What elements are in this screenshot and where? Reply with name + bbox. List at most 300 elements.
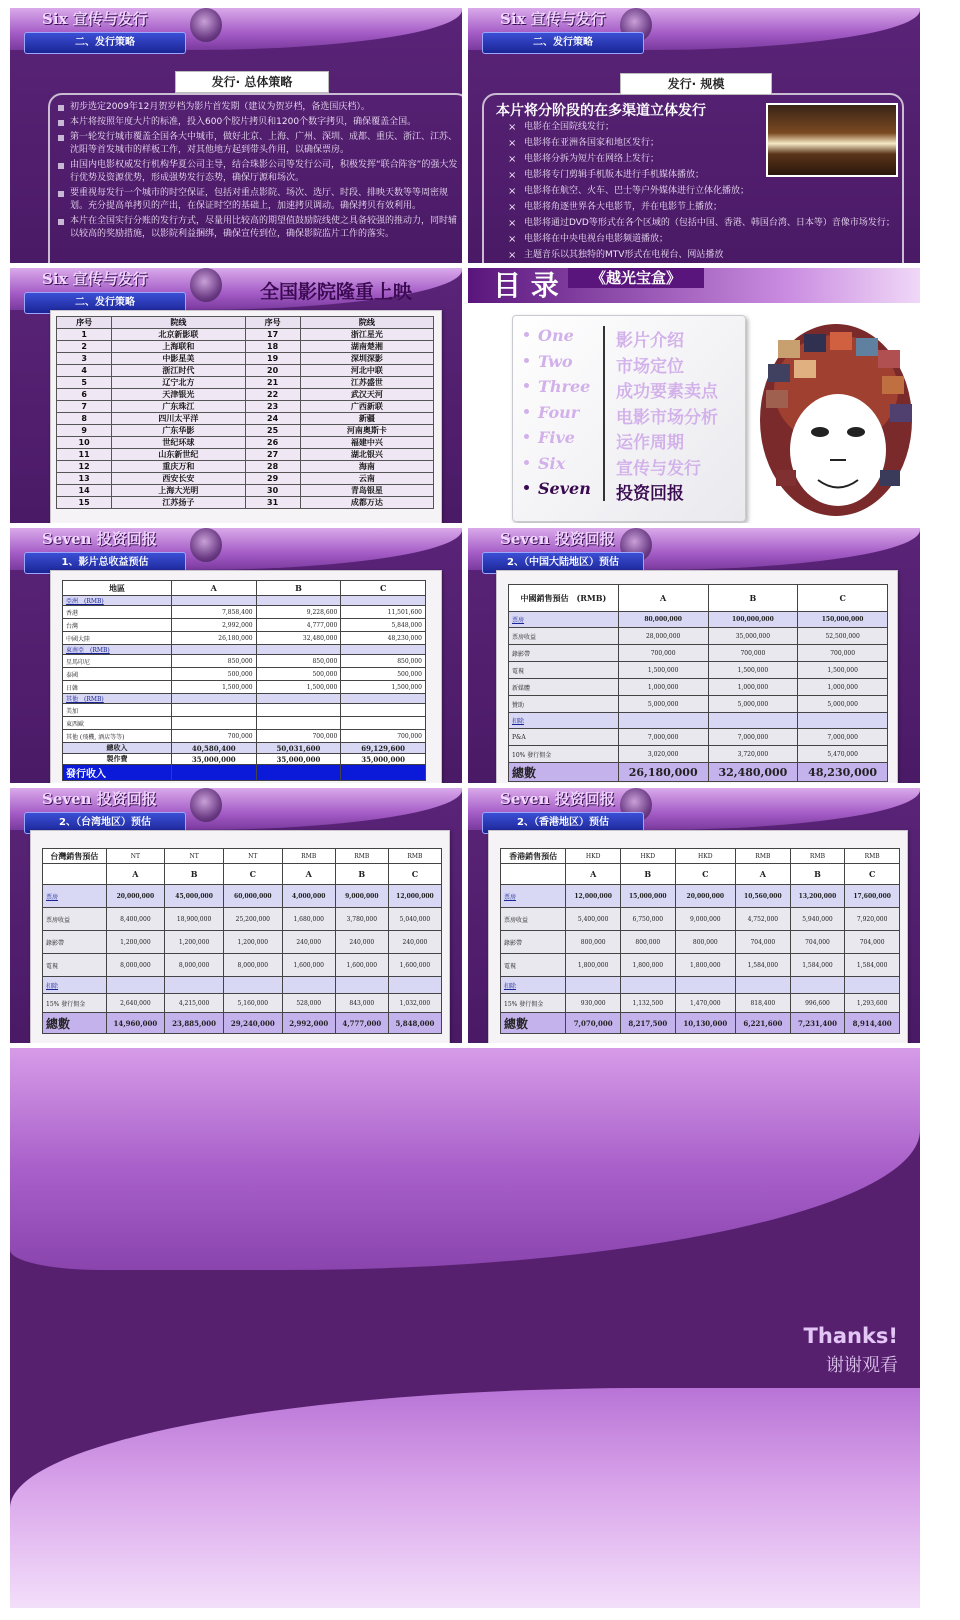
- table-row: [43, 954, 442, 977]
- table-row: [57, 497, 434, 509]
- table-cell: 15% 發行佣金: [43, 994, 107, 1013]
- table-cell: [171, 717, 256, 730]
- table-cell: 52,500,000: [798, 628, 888, 645]
- table-cell: 1,800,000: [675, 954, 735, 977]
- table-row: [501, 885, 900, 908]
- table-cell: 10: [57, 437, 112, 449]
- table-cell: 700,000: [618, 645, 708, 662]
- table-cell: 800,000: [620, 931, 675, 954]
- list-item: × 电影将在亚洲各国家和地区发行；: [508, 137, 898, 150]
- table-cell: 10,130,000: [675, 1013, 735, 1034]
- table-cell: [223, 977, 282, 994]
- table-cell: 29,240,000: [223, 1013, 282, 1034]
- table-cell: 850,000: [256, 655, 341, 668]
- table-cell: [736, 977, 791, 994]
- slide-title: Six 宣传与发行: [42, 270, 148, 288]
- bullet-dot-icon: [524, 485, 529, 490]
- hongkong-table: [500, 848, 900, 1034]
- table-cell: 成都万达: [300, 497, 433, 509]
- table-cell: 1,200,000: [223, 931, 282, 954]
- table-cell: 80,000,000: [618, 612, 708, 628]
- list-item: × 电影将在航空、火车、巴士等户外媒体进行立体化播放；: [508, 185, 898, 198]
- table-cell: 45,000,000: [165, 885, 224, 908]
- bullet-dot-icon: [524, 383, 529, 388]
- table-cell: 500,000: [341, 668, 426, 681]
- slide-9: [10, 1048, 920, 1608]
- table-cell: 發行收入: [63, 765, 172, 781]
- table-cell: 25,200,000: [223, 908, 282, 931]
- table-cell: 8,217,500: [620, 1013, 675, 1034]
- table-cell: 15: [57, 497, 112, 509]
- table-cell: 5: [57, 377, 112, 389]
- table-cell: [256, 694, 341, 704]
- table-cell: 云南: [300, 473, 433, 485]
- table-cell: 2,992,000: [282, 1013, 335, 1034]
- table-cell: 704,000: [736, 931, 791, 954]
- table-cell: [341, 704, 426, 717]
- table-cell: 1,680,000: [282, 908, 335, 931]
- list-item: 第一轮发行城市覆盖全国各大中城市，做好北京、上海、广州、深圳、成都、重庆、浙江、江苏、沈阳等首发城市的样板工作，对其他地方起到带头作用，以确保票房。: [70, 131, 460, 157]
- table-cell: 總收入: [63, 743, 172, 754]
- monkey-face-icon: [190, 268, 222, 302]
- table-cell: 河南奥斯卡: [300, 425, 433, 437]
- table-cell: 1,000,000: [798, 679, 888, 696]
- toc-item: [538, 479, 738, 505]
- slide-title: Seven 投资回报: [42, 530, 157, 548]
- table-cell: 7,000,000: [618, 729, 708, 746]
- table-cell: [388, 977, 441, 994]
- monkey-collage-image: [758, 320, 918, 520]
- table-row: [501, 954, 900, 977]
- table-cell: 700,000: [798, 645, 888, 662]
- table-cell: C: [845, 864, 900, 885]
- table-cell: [171, 765, 256, 781]
- toc-item: [538, 326, 738, 352]
- table-cell: 5,040,000: [388, 908, 441, 931]
- slide-7: [10, 788, 462, 1043]
- table-caption: 台灣銷售預估: [43, 849, 107, 864]
- toc-item-number: Two: [538, 351, 573, 371]
- table-cell: 35,000,000: [171, 754, 256, 765]
- table-cell: 704,000: [845, 931, 900, 954]
- table-cell: [282, 977, 335, 994]
- table-cell: [341, 717, 426, 730]
- currency-label: RMB: [388, 849, 441, 864]
- table-cell: 704,000: [790, 931, 845, 954]
- list-item: 初步选定2009年12月贺岁档为影片首发期（建议为贺岁档，备选国庆档）。: [70, 101, 460, 114]
- table-cell: 30: [245, 485, 300, 497]
- table-row: [57, 449, 434, 461]
- table-caption: 香港銷售預估: [501, 849, 566, 864]
- table-cell: 1,584,000: [736, 954, 791, 977]
- table-cell: 5,848,000: [388, 1013, 441, 1034]
- table-cell: 800,000: [566, 931, 621, 954]
- table-row: [57, 485, 434, 497]
- table-cell: 20,000,000: [106, 885, 165, 908]
- table-cell: 票房: [509, 612, 619, 628]
- table-cell: 湖南楚湘: [300, 341, 433, 353]
- table-cell: 17: [245, 329, 300, 341]
- table-cell: A: [282, 864, 335, 885]
- table-cell: 843,000: [335, 994, 388, 1013]
- table-cell: [341, 765, 426, 781]
- list-item: × 主题音乐以其独特的MTV形式在电视台、网站播放: [508, 249, 898, 262]
- table-cell: 广西新联: [300, 401, 433, 413]
- table-cell: 4,215,000: [165, 994, 224, 1013]
- toc-item-number: Six: [538, 453, 566, 473]
- table-cell: 29: [245, 473, 300, 485]
- table-row: [63, 765, 426, 781]
- currency-label: NT: [223, 849, 282, 864]
- currency-label: NT: [106, 849, 165, 864]
- table-header-row: [43, 849, 442, 864]
- table-row: [63, 645, 426, 655]
- table-cell: 深圳深影: [300, 353, 433, 365]
- table-cell: 850,000: [171, 655, 256, 668]
- table-cell: 總數: [501, 1013, 566, 1034]
- table-row: [43, 1013, 442, 1034]
- table-cell: 1,200,000: [106, 931, 165, 954]
- top-wave: [10, 1048, 920, 1270]
- table-cell: 8,914,400: [845, 1013, 900, 1034]
- table-cell: 4: [57, 365, 112, 377]
- cinema-table: [56, 316, 434, 509]
- table-cell: 江苏扬子: [112, 497, 245, 509]
- table-cell: 60,000,000: [223, 885, 282, 908]
- table-cell: 11: [57, 449, 112, 461]
- slide-title: Seven 投资回报: [500, 790, 615, 808]
- table-cell: 5,000,000: [708, 696, 798, 713]
- bullet-dot-icon: [524, 332, 529, 337]
- table-cell: 電視: [501, 954, 566, 977]
- table-cell: [790, 977, 845, 994]
- table-row: [509, 628, 888, 645]
- table-row: [63, 717, 426, 730]
- table-cell: 總數: [43, 1013, 107, 1034]
- table-row: [43, 908, 442, 931]
- table-cell: [256, 717, 341, 730]
- table-cell: 1,500,000: [708, 662, 798, 679]
- table-cell: 12: [57, 461, 112, 473]
- table-row: [43, 994, 442, 1013]
- table-cell: 2: [57, 341, 112, 353]
- table-cell: 海南: [300, 461, 433, 473]
- currency-label: RMB: [335, 849, 388, 864]
- table-cell: 錄影帶: [509, 645, 619, 662]
- table-cell: [798, 713, 888, 729]
- column-header: 序号: [245, 317, 300, 329]
- table-cell: 240,000: [282, 931, 335, 954]
- table-row: [57, 473, 434, 485]
- slide-5: [10, 528, 462, 783]
- table-cell: 3,020,000: [618, 746, 708, 763]
- table-cell: 800,000: [675, 931, 735, 954]
- table-cell: 17,600,000: [845, 885, 900, 908]
- table-cell: 東南亞 (RMB): [63, 645, 172, 655]
- table-cell: 32,480,000: [256, 632, 341, 645]
- bullet-dot-icon: [524, 460, 529, 465]
- currency-label: RMB: [282, 849, 335, 864]
- table-cell: [256, 704, 341, 717]
- table-row: [43, 931, 442, 954]
- table-cell: 28: [245, 461, 300, 473]
- toc-item-label: 运作周期: [616, 433, 684, 453]
- table-row: [43, 977, 442, 994]
- slide-8: [468, 788, 920, 1043]
- monkey-face-icon: [190, 528, 222, 562]
- table-cell: 1,600,000: [282, 954, 335, 977]
- table-row: [501, 931, 900, 954]
- table-cell: 26: [245, 437, 300, 449]
- slide-heading: 发行· 总体策略: [175, 71, 329, 93]
- table-cell: 5,000,000: [798, 696, 888, 713]
- list-item: × 电影将角逐世界各大电影节，并在电影节上播放；: [508, 201, 898, 214]
- table-cell: [341, 596, 426, 606]
- table-cell: 2,992,000: [171, 619, 256, 632]
- table-cell: 1,000,000: [618, 679, 708, 696]
- currency-label: RMB: [736, 849, 791, 864]
- table-cell: 1,470,000: [675, 994, 735, 1013]
- table-cell: [171, 694, 256, 704]
- table-cell: 1,584,000: [845, 954, 900, 977]
- strategy-box: [48, 93, 462, 263]
- table-cell: 製作費: [63, 754, 172, 765]
- table-cell: 湖北银兴: [300, 449, 433, 461]
- toc-item-label: 投资回报: [616, 484, 684, 504]
- table-cell: 電視: [43, 954, 107, 977]
- table-cell: 上海联和: [112, 341, 245, 353]
- table-cell: 其他 (RMB): [63, 694, 172, 704]
- toc-item-number: Seven: [538, 479, 591, 498]
- bullet-dot-icon: [524, 358, 529, 363]
- taiwan-table: [42, 848, 442, 1034]
- table-cell: [335, 977, 388, 994]
- table-cell: 5,160,000: [223, 994, 282, 1013]
- table-cell: C: [341, 581, 426, 596]
- table-cell: 12,000,000: [388, 885, 441, 908]
- table-cell: 扣除: [501, 977, 566, 994]
- table-cell: 武汉天河: [300, 389, 433, 401]
- toc-item-number: Three: [538, 377, 591, 396]
- table-cell: A: [736, 864, 791, 885]
- table-cell: [341, 645, 426, 655]
- table-header-row: [57, 317, 434, 329]
- table-cell: 浙江星光: [300, 329, 433, 341]
- table-cell: 10,560,000: [736, 885, 791, 908]
- table-cell: 20,000,000: [675, 885, 735, 908]
- table-cell: 12,000,000: [566, 885, 621, 908]
- toc-item: [538, 454, 738, 480]
- table-cell: 240,000: [388, 931, 441, 954]
- table-cell: 26,180,000: [618, 763, 708, 782]
- toc-item: [538, 403, 738, 429]
- table-cell: [106, 977, 165, 994]
- list-item: 要重视每发行一个城市的时空保证，包括对重点影院、场次、选厅、时段、排映天数等等周密规划。充分提高单拷贝的产出，在保证时空的基础上，加速拷贝调动。确保拷贝有效利用。: [70, 187, 460, 213]
- table-cell: [171, 596, 256, 606]
- table-cell: 錄影帶: [501, 931, 566, 954]
- table-cell: 總數: [509, 763, 619, 782]
- section-tag: 二、发行策略: [24, 32, 186, 54]
- table-cell: 500,000: [171, 668, 256, 681]
- toc-title: 目 录: [493, 269, 559, 302]
- currency-label: NT: [165, 849, 224, 864]
- table-row: [57, 401, 434, 413]
- table-cell: 14: [57, 485, 112, 497]
- table-cell: A: [618, 585, 708, 612]
- section-tag: 2、（中国大陆地区）预估: [482, 552, 644, 574]
- table-row: [57, 353, 434, 365]
- table-cell: B: [708, 585, 798, 612]
- table-cell: C: [388, 864, 441, 885]
- table-cell: 广东华影: [112, 425, 245, 437]
- table-cell: 天津银光: [112, 389, 245, 401]
- table-cell: 9,000,000: [335, 885, 388, 908]
- toc-item-label: 电影市场分析: [616, 407, 718, 428]
- table-cell: 69,129,600: [341, 743, 426, 754]
- toc-item-label: 成功要素卖点: [616, 382, 718, 402]
- film-title-badge: 《越光宝盒》: [568, 268, 704, 288]
- section-tag: 2、（台湾地区）预估: [24, 812, 186, 834]
- table-cell: B: [620, 864, 675, 885]
- table-cell: 35,000,000: [708, 628, 798, 645]
- list-item: × 电影将专门剪辑手机版本进行手机媒体播放；: [508, 169, 898, 182]
- table-cell: 西安长安: [112, 473, 245, 485]
- table-row: [63, 668, 426, 681]
- table-cell: 3,720,000: [708, 746, 798, 763]
- table-cell: 星馬印尼: [63, 655, 172, 668]
- table-cell: B: [335, 864, 388, 885]
- table-cell: 8,000,000: [106, 954, 165, 977]
- table-cell: 15% 發行佣金: [501, 994, 566, 1013]
- table-cell: 1,500,000: [341, 681, 426, 694]
- table-cell: [256, 596, 341, 606]
- table-cell: 美加: [63, 704, 172, 717]
- table-cell: 扣除: [509, 713, 619, 729]
- table-cell: 5,000,000: [618, 696, 708, 713]
- table-row: [501, 994, 900, 1013]
- table-cell: [256, 645, 341, 655]
- table-cell: 18,900,000: [165, 908, 224, 931]
- slide-2: [468, 8, 920, 263]
- table-cell: [165, 977, 224, 994]
- table-row: [63, 754, 426, 765]
- table-cell: 4,777,000: [335, 1013, 388, 1034]
- table-cell: [708, 713, 798, 729]
- table-row: [57, 437, 434, 449]
- table-cell: P&A: [509, 729, 619, 746]
- table-row: [509, 645, 888, 662]
- slide-heading: 发行· 规模: [620, 73, 772, 95]
- table-cell: 1,500,000: [171, 681, 256, 694]
- table-cell: 票房收益: [501, 908, 566, 931]
- table-row: [509, 746, 888, 763]
- toc-item-label: 宣传与发行: [616, 458, 701, 479]
- table-cell: 中國銷售預估 (RMB): [509, 585, 619, 612]
- table-cell: 中國大陸: [63, 632, 172, 645]
- table-cell: 23: [245, 401, 300, 413]
- table-cell: 6,221,600: [736, 1013, 791, 1034]
- table-cell: 6,750,000: [620, 908, 675, 931]
- table-cell: 5,400,000: [566, 908, 621, 931]
- table-cell: 泰國: [63, 668, 172, 681]
- table-cell: 8: [57, 413, 112, 425]
- currency-label: RMB: [790, 849, 845, 864]
- table-cell: 辽宁北方: [112, 377, 245, 389]
- table-cell: 21: [245, 377, 300, 389]
- table-cell: 22: [245, 389, 300, 401]
- table-cell: 贊助: [509, 696, 619, 713]
- table-cell: 13: [57, 473, 112, 485]
- table-cell: 10% 發行佣金: [509, 746, 619, 763]
- table-cell: 1,600,000: [388, 954, 441, 977]
- table-cell: 3: [57, 353, 112, 365]
- table-cell: 700,000: [171, 730, 256, 743]
- table-cell: 8,000,000: [223, 954, 282, 977]
- table-row: [63, 681, 426, 694]
- table-cell: 新疆: [300, 413, 433, 425]
- table-cell: 上海大光明: [112, 485, 245, 497]
- table-cell: C: [675, 864, 735, 885]
- table-row: [509, 612, 888, 628]
- table-row: [63, 743, 426, 754]
- toc-item: [538, 352, 738, 378]
- slide-4: [468, 268, 920, 523]
- table-cell: 5,848,000: [341, 619, 426, 632]
- table-cell: 電視: [509, 662, 619, 679]
- table-cell: 35,000,000: [341, 754, 426, 765]
- table-cell: 新媒體: [509, 679, 619, 696]
- table-cell: 4,777,000: [256, 619, 341, 632]
- table-cell: 福建中兴: [300, 437, 433, 449]
- table-cell: 1,584,000: [790, 954, 845, 977]
- table-cell: 2,640,000: [106, 994, 165, 1013]
- table-row: [57, 341, 434, 353]
- toc-item-number: Five: [538, 428, 575, 447]
- slide-title: Seven 投资回报: [42, 790, 157, 808]
- table-cell: [845, 977, 900, 994]
- currency-label: RMB: [845, 849, 900, 864]
- revenue-table: [62, 580, 426, 781]
- table-cell: [256, 765, 341, 781]
- table-cell: 700,000: [256, 730, 341, 743]
- table-row: [509, 679, 888, 696]
- thanks-subtitle: 谢谢观看: [826, 1355, 898, 1376]
- table-row: [509, 696, 888, 713]
- table-cell: 11,501,600: [341, 606, 426, 619]
- table-cell: 北京新影联: [112, 329, 245, 341]
- table-cell: 5,470,000: [798, 746, 888, 763]
- list-item: 由国内电影权威发行机构华夏公司主导，结合珠影公司等发行公司，积极发挥“联合阵容”的强大发行优势及资源优势，形成强势发行态势，确保厅源和场次。: [70, 159, 460, 185]
- table-cell: 7,000,000: [708, 729, 798, 746]
- table-cell: 9: [57, 425, 112, 437]
- table-cell: [171, 704, 256, 717]
- table-row: [57, 365, 434, 377]
- table-cell: 1,800,000: [566, 954, 621, 977]
- slide-title: Six 宣传与发行: [500, 10, 606, 28]
- section-tag: 二、发行策略: [24, 292, 186, 314]
- toc-item-label: 影片介绍: [616, 331, 684, 351]
- table-cell: 930,000: [566, 994, 621, 1013]
- table-row: [57, 413, 434, 425]
- table-cell: 6: [57, 389, 112, 401]
- currency-label: HKD: [620, 849, 675, 864]
- table-cell: [43, 864, 107, 885]
- list-item: × 电影将在中央电视台电影频道播放；: [508, 233, 898, 246]
- table-cell: 18: [245, 341, 300, 353]
- table-row: [63, 694, 426, 704]
- table-cell: 40,580,400: [171, 743, 256, 754]
- table-cell: 35,000,000: [256, 754, 341, 765]
